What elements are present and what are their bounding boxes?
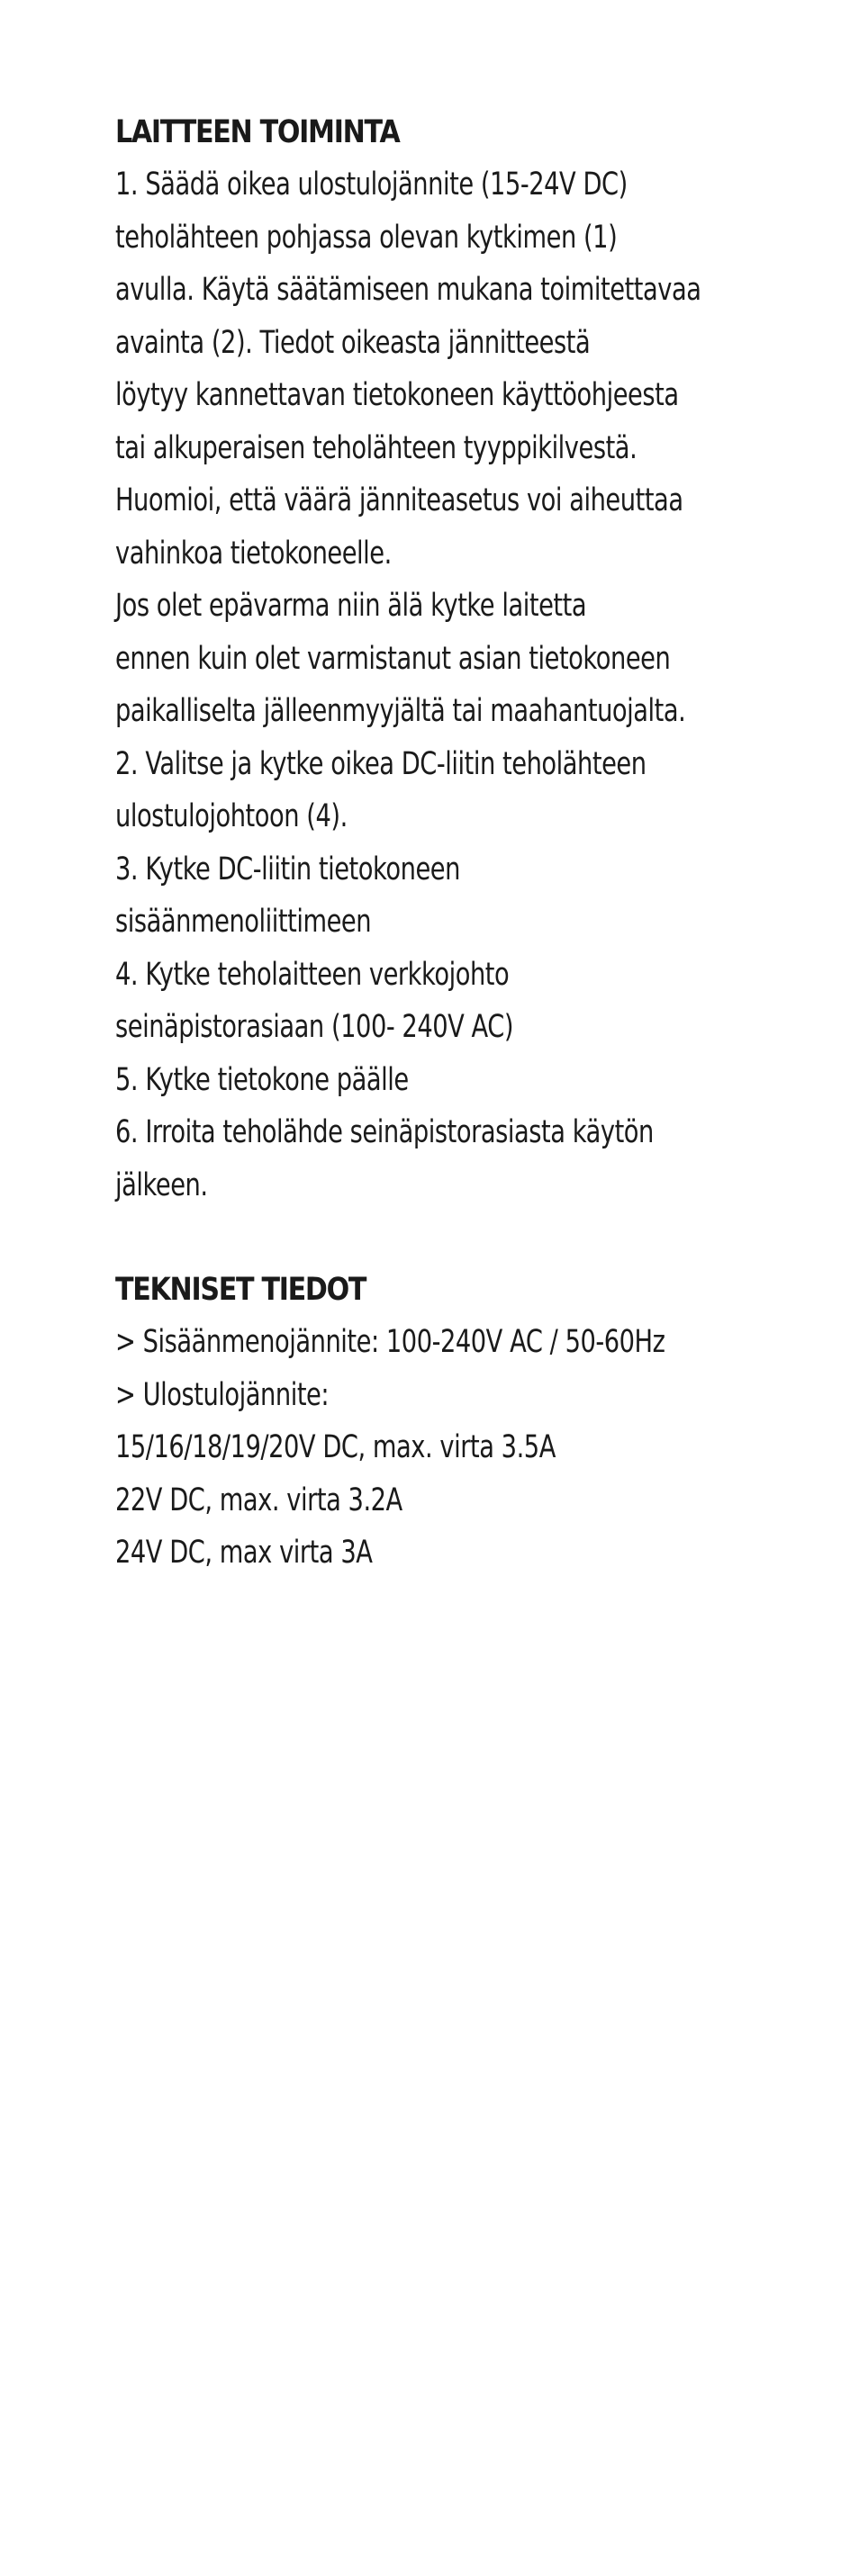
operation-line: 4. Kytke teholaitteen verkkojohto: [115, 956, 510, 993]
operation-section: [115, 106, 800, 1211]
operation-line: ulostulojohtoon (4).: [115, 798, 348, 834]
operation-line: seinäpistorasiaan (100- 240V AC): [115, 1009, 514, 1045]
specs-line: > Sisäänmenojännite: 100-240V AC / 50-60Hz: [115, 1324, 665, 1360]
operation-line: sisäänmenoliittimeen: [115, 904, 372, 940]
operation-line: 2. Valitse ja kytke oikea DC-liitin teholähteen: [115, 745, 647, 782]
specs-heading: TEKNISET TIEDOT: [115, 1272, 366, 1308]
operation-line: jälkeen.: [115, 1166, 208, 1203]
specs-line: 15/16/18/19/20V DC, max. virta 3.5A: [115, 1429, 556, 1465]
operation-line: löytyy kannettavan tietokoneen käyttöohjeesta: [115, 377, 679, 413]
operation-line: ennen kuin olet varmistanut asian tietokoneen: [115, 640, 671, 677]
operation-line: tai alkuperaisen teholähteen tyyppikilvestä.: [115, 429, 637, 466]
operation-line: 5. Kytke tietokone päälle: [115, 1061, 409, 1098]
specs-line: 24V DC, max virta 3A: [115, 1535, 373, 1571]
operation-line: Jos olet epävarma niin älä kytke laitetta: [115, 588, 587, 624]
specs-section: [115, 1264, 800, 1580]
operation-line: teholähteen pohjassa olevan kytkimen (1): [115, 219, 618, 256]
operation-line: paikalliselta jälleenmyyjältä tai maahantuojalta.: [115, 693, 686, 729]
operation-line: avulla. Käytä säätämiseen mukana toimitettavaa: [115, 272, 701, 308]
operation-line: 1. Säädä oikea ulostulojännite (15-24V DC): [115, 167, 628, 203]
instruction-page: [115, 106, 800, 1580]
operation-line: 6. Irroita teholähde seinäpistorasiasta käytön: [115, 1114, 654, 1150]
specs-line: > Ulostulojännite:: [115, 1376, 330, 1413]
operation-line: Huomioi, että väärä jänniteasetus voi aiheuttaa: [115, 482, 683, 518]
operation-heading: LAITTEEN TOIMINTA: [115, 114, 400, 150]
section-spacer: [115, 1211, 800, 1264]
specs-line: 22V DC, max. virta 3.2A: [115, 1482, 402, 1518]
operation-line: 3. Kytke DC-liitin tietokoneen: [115, 851, 460, 887]
operation-line: vahinkoa tietokoneelle.: [115, 535, 392, 572]
operation-line: avainta (2). Tiedot oikeasta jännitteestä: [115, 324, 591, 361]
